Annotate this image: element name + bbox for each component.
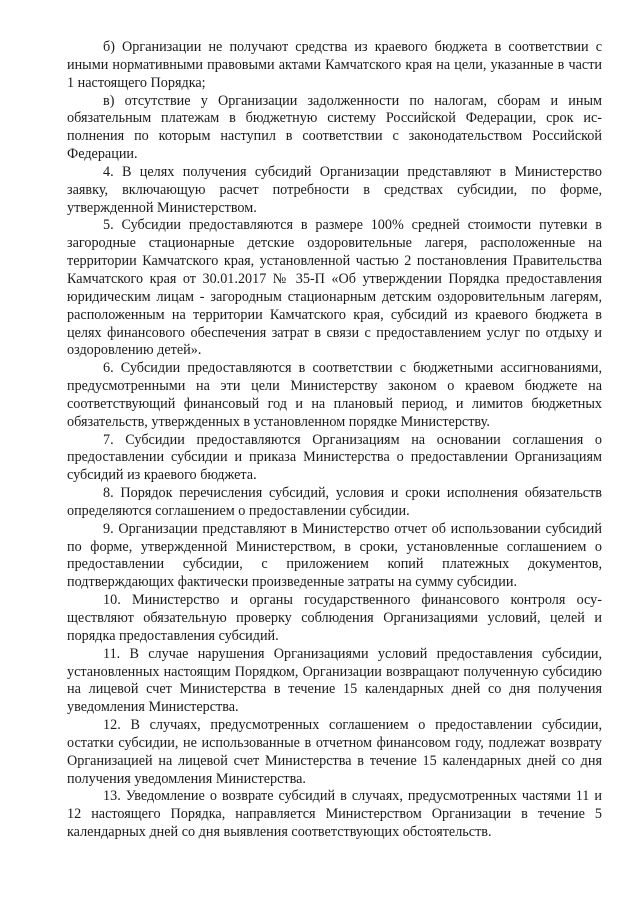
paragraph-11: 11. В случае нарушения Организациями условий предоставления субсидии, установленных настоящим Порядком, Организации возвращают полученную субсидию на лицевой счет Министерства в течение 15 календарных дней со дня получения уведомления Министерства. xyxy=(67,645,602,716)
paragraph-10: 10. Министерство и органы государственного финансового контроля осуществляют обязательную проверку соблюдения Организациями условий, целей и порядка предоставления субсидий. xyxy=(67,592,602,644)
paragraph-b: б) Организации не получают средства из краевого бюджета в соответствии с иными нормативными правовыми актами Камчатского края на цели, указанные в части 1 настоящего Порядка; xyxy=(67,39,602,91)
paragraph-4: 4. В целях получения субсидий Организации представляют в Министерство заявку, включающую расчет потребности в средствах субсидии, по форме, утвержденной Министерством. xyxy=(67,163,602,216)
paragraph-6: 6. Субсидии предоставляются в соответствии с бюджетными ассигнованиями, предусмотренными на эти цели Министерству законом о краевом бюджете на соответствующий финансовый год и на плановый период, и лимитов бюджетных обязательств, утвержденных в установленном порядке Министерству. xyxy=(67,360,602,430)
paragraph-5: 5. Субсидии предоставляются в размере 100% средней стоимости путевки в загородные стационарные детские оздоровительные лагеря, расположенные на территории Камчатского края, установленной частью 2 постановления Правительства Камчатского края от 30.01.2017 № 35-П «Об утверждении Порядка предоставления юридическим лицам - загородным стационарным детским оздоровительным лагерям, расположенным на территории Камчатского края, субсидий из краевого бюджета в целях финансового обеспечения затрат в связи с предоставлением услуг по отдыху и оздоровлению детей». xyxy=(67,217,602,359)
paragraph-12: 12. В случаях, предусмотренных соглашением о предоставлении субсидии, остатки субсидии, не использованные в отчетном финансовом году, подлежат возврату Организацией на лицевой счет Министерства в течение 15 календарных дней со дня получения уведомления Министерства. xyxy=(67,717,602,787)
paragraph-13: 13. Уведомление о возврате субсидий в случаях, предусмотренных частями 11 и 12 настоящего Порядка, направляется Министерством Организации в течение 5 календарных дней со дня выявления соответствующих обстоятельств. xyxy=(67,788,602,841)
paragraph-9: 9. Организации представляют в Министерство отчет об использовании субсидий по форме, утвержденной Министерством, в сроки, установленные соглашением о предоставлении субсидии, с приложением копий платежных документов, подтверждающих фактически произведенные затраты на сумму субсидии. xyxy=(67,520,602,591)
paragraph-7: 7. Субсидии предоставляются Организациям на основании соглашения о предоставлении субсидии и приказа Министерства о предоставлении Организациям субсидий из краевого бюджета. xyxy=(67,431,602,484)
paragraph-8: 8. Порядок перечисления субсидий, условия и сроки исполнения обязательств определяются соглашением о предоставлении субсидии. xyxy=(67,485,602,519)
paragraph-v: в) отсутствие у Организации задолженности по налогам, сборам и иным обязательным платежам в бюджетную систему Российской Федерации, срок исполнения по которым наступил в соответствии с законодательством Российской Федерации. xyxy=(67,92,602,163)
